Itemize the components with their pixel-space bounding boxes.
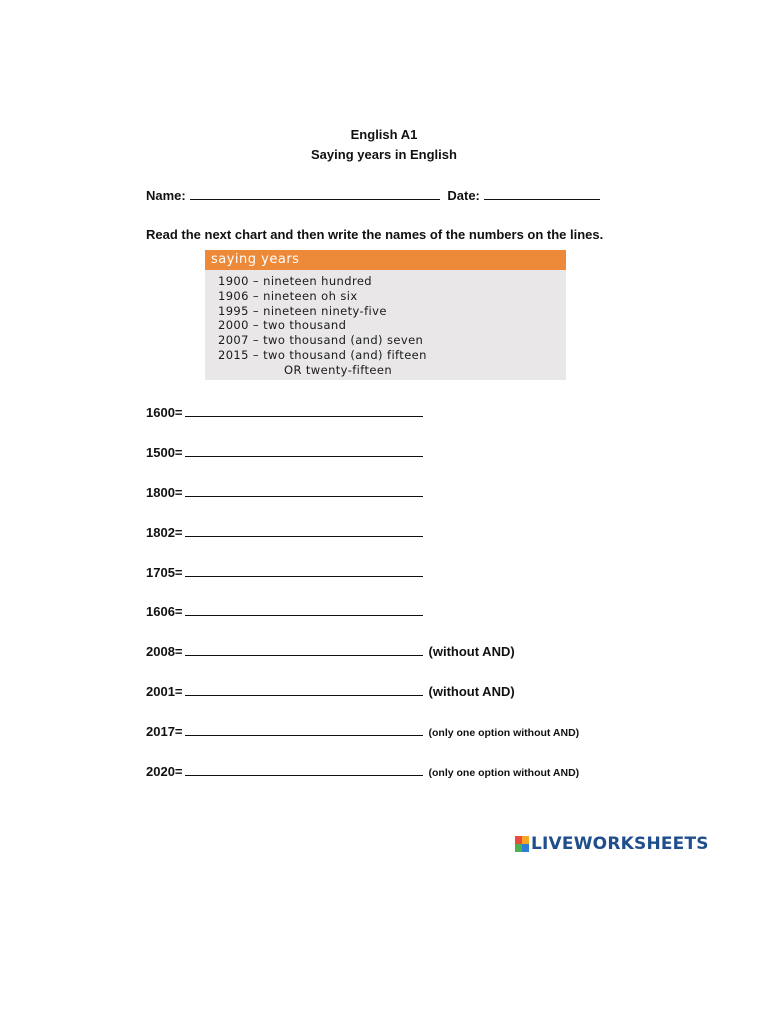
logo-square-blue <box>522 844 529 852</box>
exercise-note: (only one option without AND) <box>428 727 580 739</box>
answer-field[interactable] <box>185 443 423 457</box>
chart-line-alternative: OR twenty-fifteen <box>284 362 393 377</box>
page-subtitle: Saying years in English <box>311 147 457 162</box>
exercise-label: 1800= <box>146 485 183 500</box>
instruction-text: Read the next chart and then write the names of the numbers on the lines. <box>146 227 604 242</box>
name-date-row <box>146 186 604 205</box>
answer-field[interactable] <box>185 762 423 776</box>
exercise-row <box>146 483 429 502</box>
exercise-row <box>146 563 429 582</box>
exercise-row <box>146 602 429 621</box>
answer-field[interactable] <box>185 602 423 616</box>
answer-field[interactable] <box>185 523 423 537</box>
liveworksheets-logo[interactable] <box>515 834 709 854</box>
answer-field[interactable] <box>185 682 423 696</box>
answer-field[interactable] <box>185 722 423 736</box>
exercise-label: 1600= <box>146 405 183 420</box>
logo-text: LIVEWORKSHEETS <box>531 834 709 854</box>
exercise-row <box>146 523 429 542</box>
exercise-row <box>146 403 429 422</box>
liveworksheets-logo-icon <box>515 836 529 852</box>
exercise-label: 2001= <box>146 684 183 699</box>
exercise-label: 2008= <box>146 644 183 659</box>
exercise-row <box>146 443 429 462</box>
exercise-note: (without AND) <box>428 644 515 659</box>
saying-years-chart <box>205 250 566 380</box>
logo-square-red <box>515 836 522 844</box>
name-field[interactable] <box>190 186 440 200</box>
exercise-label: 2020= <box>146 764 183 779</box>
logo-square-orange <box>522 836 529 844</box>
chart-line: 1995 – nineteen ninety-five <box>218 303 387 318</box>
exercise-label: 1500= <box>146 445 183 460</box>
chart-line: 2007 – two thousand (and) seven <box>218 333 424 348</box>
exercise-note: (without AND) <box>428 684 515 699</box>
chart-header: saying years <box>205 250 566 270</box>
exercise-label: 2017= <box>146 724 183 739</box>
exercise-row <box>146 642 515 661</box>
exercise-label: 1705= <box>146 565 183 580</box>
chart-line: 1906 – nineteen oh six <box>218 288 358 303</box>
exercise-label: 1802= <box>146 525 183 540</box>
date-label: Date: <box>447 188 480 203</box>
answer-field[interactable] <box>185 403 423 417</box>
chart-lines <box>205 270 566 378</box>
page-title: English A1 <box>350 127 418 142</box>
answer-field[interactable] <box>185 563 423 577</box>
logo-square-green <box>515 844 522 852</box>
chart-line: 1900 – nineteen hundred <box>218 274 372 288</box>
answer-field[interactable] <box>185 642 423 656</box>
exercise-note: (only one option without AND) <box>428 767 580 779</box>
chart-line: 2015 – two thousand (and) fifteen <box>218 347 427 362</box>
date-field[interactable] <box>484 186 600 200</box>
exercise-row <box>146 682 515 701</box>
exercise-label: 1606= <box>146 604 183 619</box>
name-label: Name: <box>146 188 186 203</box>
exercise-row <box>146 722 579 742</box>
chart-line: 2000 – two thousand <box>218 318 347 333</box>
exercise-row <box>146 762 579 782</box>
answer-field[interactable] <box>185 483 423 497</box>
